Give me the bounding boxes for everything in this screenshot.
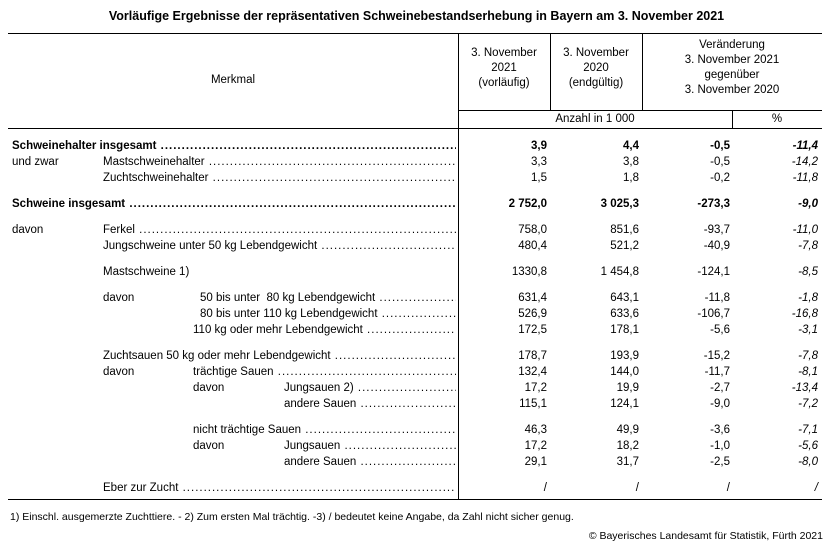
cell-2020: 633,6	[610, 308, 639, 320]
top-rule	[8, 33, 822, 34]
header-col-2021-line: (vorläufig)	[478, 77, 530, 89]
row-prefix: davon	[103, 366, 135, 378]
header-col-change-line: 3. November 2021	[684, 54, 780, 66]
cell-2020: 4,4	[623, 140, 639, 152]
cell-change-abs: -40,9	[703, 240, 730, 252]
header-unit-pct: %	[771, 113, 783, 125]
cell-2021: 2 752,0	[508, 198, 547, 210]
cell-change-pct: /	[814, 482, 818, 494]
cell-change-pct: -3,1	[798, 324, 818, 336]
cell-2021: 132,4	[518, 366, 547, 378]
cell-2021: 46,3	[524, 424, 547, 436]
cell-2020: 193,9	[610, 350, 639, 362]
row-prefix: und zwar	[12, 156, 59, 168]
header-merkmal: Merkmal	[210, 74, 256, 86]
cell-change-abs: -0,5	[710, 156, 730, 168]
row-prefix: davon	[193, 382, 225, 394]
header-col-change-line: gegenüber	[704, 69, 760, 81]
row-label: Ferkel .....	[103, 224, 456, 236]
cell-2020: /	[635, 482, 639, 494]
cell-change-pct: -1,8	[798, 292, 818, 304]
row-label: Eber zur Zucht .....	[103, 482, 456, 494]
table-title: Vorläufige Ergebnisse der repräsentativen Schweinebestandserhebung in Bayern am 3. November 2021	[108, 9, 725, 23]
cell-change-pct: -11,0	[792, 224, 818, 236]
cell-change-pct: -5,6	[798, 440, 818, 452]
header-col-2020-line: 3. November	[563, 47, 629, 59]
unit-rule	[458, 110, 822, 111]
cell-2021: /	[543, 482, 547, 494]
cell-change-abs: -0,5	[710, 140, 730, 152]
cell-change-abs: -11,8	[704, 292, 730, 304]
cell-2021: 526,9	[518, 308, 547, 320]
cell-change-abs: -2,7	[710, 382, 730, 394]
cell-change-abs: -2,5	[710, 456, 730, 468]
cell-2021: 17,2	[524, 382, 547, 394]
cell-change-pct: -7,1	[798, 424, 818, 436]
cell-change-abs: -9,0	[710, 398, 730, 410]
row-label: trächtige Sauen .....	[193, 366, 456, 378]
row-label: Schweinehalter insgesamt .....	[12, 140, 456, 152]
row-label: 110 kg oder mehr Lebendgewicht .....	[193, 324, 456, 336]
row-label: 80 bis unter 110 kg Lebendgewicht .....	[200, 308, 456, 320]
row-prefix: davon	[12, 224, 44, 236]
row-label: Jungsauen 2) .....	[284, 382, 456, 394]
header-col-2021-line: 3. November	[471, 47, 537, 59]
header-col-2020	[550, 46, 642, 91]
header-col-change-line: 3. November 2020	[684, 84, 780, 96]
cell-2021: 480,4	[518, 240, 547, 252]
source-note: © Bayerisches Landesamt für Statistik, Fürth 2021	[588, 530, 823, 542]
cell-2021: 3,3	[531, 156, 547, 168]
row-label: Mastschweine 1)	[103, 266, 190, 278]
cell-2020: 124,1	[610, 398, 639, 410]
cell-2020: 1 454,8	[600, 266, 639, 278]
cell-2021: 115,1	[519, 398, 547, 410]
cell-change-abs: -124,1	[697, 266, 730, 278]
cell-change-abs: -15,2	[703, 350, 730, 362]
row-label: nicht trächtige Sauen .....	[193, 424, 456, 436]
cell-change-abs: -1,0	[710, 440, 730, 452]
row-prefix: davon	[103, 292, 135, 304]
cell-change-pct: -14,2	[791, 156, 818, 168]
cell-change-abs: /	[726, 482, 730, 494]
cell-change-abs: -93,7	[703, 224, 730, 236]
row-label: Zuchtschweinehalter .....	[103, 172, 456, 184]
cell-2020: 1,8	[623, 172, 639, 184]
cell-2020: 18,2	[616, 440, 639, 452]
cell-2020: 521,2	[610, 240, 639, 252]
header-col-change	[642, 38, 822, 98]
cell-2021: 3,9	[531, 140, 547, 152]
cell-2021: 178,7	[518, 350, 547, 362]
row-label: andere Sauen .....	[284, 456, 456, 468]
cell-change-abs: -11,7	[704, 366, 730, 378]
header-bottom-rule	[8, 128, 822, 129]
cell-change-pct: -7,8	[798, 350, 818, 362]
cell-change-abs: -5,6	[710, 324, 730, 336]
cell-2021: 1,5	[531, 172, 547, 184]
cell-2021: 1330,8	[511, 266, 547, 278]
cell-change-pct: -11,8	[792, 172, 818, 184]
row-label: Schweine insgesamt .....	[12, 198, 456, 210]
cell-2020: 643,1	[610, 292, 639, 304]
cell-change-pct: -16,8	[791, 308, 818, 320]
cell-change-pct: -11,4	[792, 140, 818, 152]
cell-change-pct: -8,1	[798, 366, 818, 378]
cell-change-pct: -8,5	[798, 266, 818, 278]
cell-2020: 3 025,3	[600, 198, 639, 210]
header-col-2020-line: (endgültig)	[568, 77, 624, 89]
cell-change-pct: -7,8	[798, 240, 818, 252]
cell-change-abs: -3,6	[710, 424, 730, 436]
cell-2020: 19,9	[616, 382, 639, 394]
cell-2020: 49,9	[616, 424, 639, 436]
footnote: 1) Einschl. ausgemerzte Zuchttiere. - 2) Zum ersten Mal trächtig. -3) / bedeutet keine Angabe, da Zahl nicht sicher genug.	[10, 511, 574, 523]
row-label: Jungschweine unter 50 kg Lebendgewicht .....	[103, 240, 456, 252]
header-unit-abs: Anzahl in 1 000	[555, 113, 635, 125]
cell-2020: 3,8	[623, 156, 639, 168]
row-prefix: davon	[193, 440, 225, 452]
header-col-2021	[458, 46, 550, 91]
header-col-change-line: Veränderung	[699, 39, 765, 51]
row-label: andere Sauen .....	[284, 398, 456, 410]
cell-2021: 17,2	[524, 440, 547, 452]
cell-change-pct: -7,2	[798, 398, 818, 410]
header-col-2020-line: 2020	[583, 62, 609, 74]
cell-2021: 29,1	[524, 456, 547, 468]
cell-change-abs: -0,2	[710, 172, 730, 184]
cell-change-pct: -8,0	[798, 456, 818, 468]
cell-2021: 758,0	[518, 224, 547, 236]
cell-2020: 144,0	[610, 366, 639, 378]
cell-change-abs: -273,3	[697, 198, 730, 210]
row-label: Jungsauen .....	[284, 440, 456, 452]
cell-2020: 178,1	[610, 324, 639, 336]
header-col-2021-line: 2021	[491, 62, 517, 74]
cell-2020: 851,6	[610, 224, 639, 236]
row-label: Zuchtsauen 50 kg oder mehr Lebendgewicht .....	[103, 350, 456, 362]
cell-2021: 631,4	[518, 292, 547, 304]
cell-2020: 31,7	[616, 456, 639, 468]
cell-change-pct: -13,4	[791, 382, 818, 394]
table-bottom-rule	[8, 499, 822, 500]
row-label: 50 bis unter 80 kg Lebendgewicht .....	[200, 292, 456, 304]
cell-2021: 172,5	[518, 324, 547, 336]
cell-change-pct: -9,0	[798, 198, 818, 210]
row-label: Mastschweinehalter .....	[103, 156, 456, 168]
cell-change-abs: -106,7	[697, 308, 730, 320]
